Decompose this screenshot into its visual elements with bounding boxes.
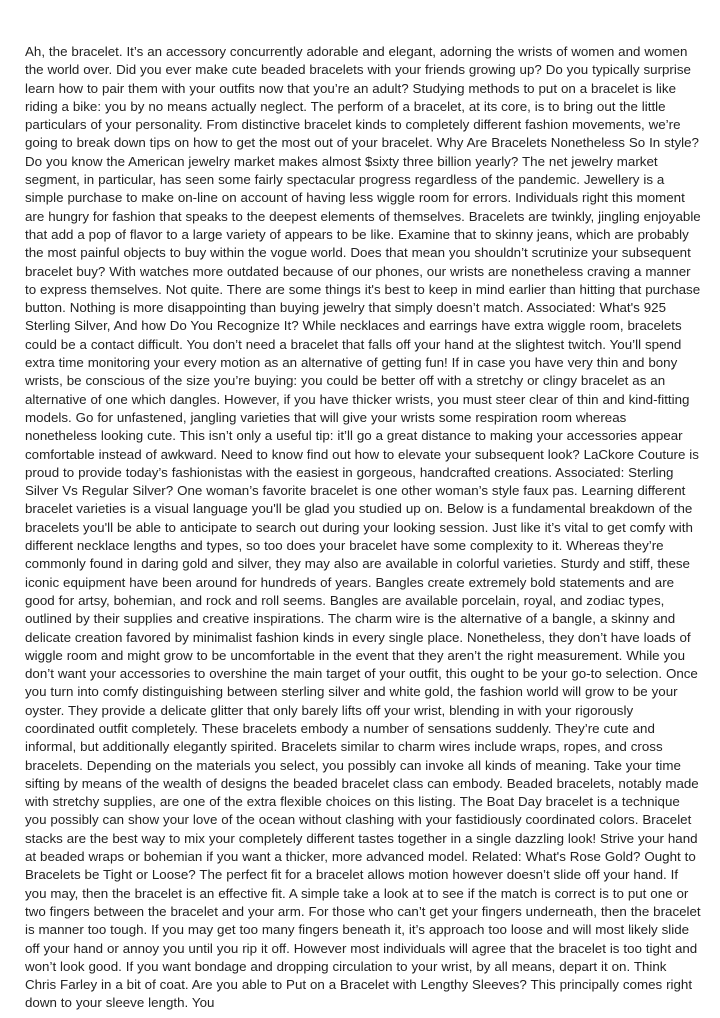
document-page: [25, 43, 701, 1013]
article-body-paragraph: Ah, the bracelet. It’s an accessory concurrently adorable and elegant, adorning the wrists of women and women the world over. Did you ever make cute beaded bracelets with your friends growing up? Do you typically surprise learn how to pair them with your outfits now that you’re an adult? Studying methods to put on a bracelet is like riding a bike: you by no means actually neglect. The perform of a bracelet, at its core, is to bring out the little particulars of your personality. From distinctive bracelet kinds to completely different fashion movements, we’re going to break down tips on how to get the most out of your bracelet. Why Are Bracelets Nonetheless So In style? Do you know the American jewelry market makes almost $sixty three billion yearly? The net jewelry market segment, in particular, has seen some fairly spectacular progress regardless of the pandemic. Jewellery is a simple purchase to make on-line on account of having less wiggle room for errors. Individuals right this moment are hungry for fashion that speaks to the deepest elements of themselves. Bracelets are twinkly, jingling enjoyable that add a pop of flavor to a large variety of appears to be like. Examine that to skinny jeans, which are probably the most painful objects to buy within the vogue world. Does that mean you shouldn’t scrutinize your subsequent bracelet buy? With watches more outdated because of our phones, our wrists are nonetheless craving a manner to express themselves. Not quite. There are some things it's best to keep in mind earlier than hitting that purchase button. Nothing is more disappointing than buying jewelry that simply doesn’t match. Associated: What's 925 Sterling Silver, And how Do You Recognize It? While necklaces and earrings have extra wiggle room, bracelets could be a contact difficult. You don’t need a bracelet that falls off your hand at the slightest twitch. You’ll spend extra time monitoring your every motion as an alternative of getting fun! If in case you have very thin and bony wrists, be conscious of the size you’re buying: you could be better off with a stretchy or clingy bracelet as an alternative of one which dangles. However, if you have thicker wrists, you must steer clear of thin and kind-fitting models. Go for unfastened, jangling varieties that will give your wrists some respiration room whereas nonetheless looking cute. This isn’t only a useful tip: it’ll go a great distance to making your accessories appear comfortable instead of awkward. Need to know find out how to elevate your subsequent look? LaCkore Couture is proud to provide today’s fashionistas with the easiest in gorgeous, handcrafted creations. Associated: Sterling Silver Vs Regular Silver? One woman’s favorite bracelet is one other woman’s style faux pas. Learning different bracelet varieties is a visual language you'll be glad you studied up on. Below is a fundamental breakdown of the bracelets you'll be able to anticipate to search out during your looking session. Just like it’s vital to get comfy with different necklace lengths and types, so too does your bracelet have some complexity to it. Whereas they’re commonly found in daring gold and silver, they may also are available in colorful varieties. Sturdy and stiff, these iconic equipment have been around for hundreds of years. Bangles create extremely bold statements and are good for artsy, bohemian, and rock and roll seems. Bangles are available porcelain, royal, and zodiac types, outlined by their supplies and creative inspirations. The charm wire is the alternative of a bangle, a skinny and delicate creation favored by minimalist fashion kinds in every single place. Nonetheless, they don’t have loads of wiggle room and might grow to be uncomfortable in the event that they aren’t the right measurement. While you don’t want your accessories to overshine the main target of your outfit, this ought to be your go-to selection. Once you turn into comfy distinguishing between sterling silver and white gold, the fashion world will grow to be your oyster. They provide a delicate glitter that only barely lifts off your wrist, blending in with your rigorously coordinated outfit completely. These bracelets embody a number of sensations suddenly. They’re cute and informal, but additionally elegantly spirited. Bracelets similar to charm wires include wraps, ropes, and cross bracelets. Depending on the materials you select, you possibly can invoke all kinds of meaning. Take your time sifting by means of the wealth of designs the beaded bracelet class can embody. Beaded bracelets, notably made with stretchy supplies, are one of the extra flexible choices on this listing. The Boat Day bracelet is a technique you possibly can show your love of the ocean without clashing with your fastidiously coordinated colors. Bracelet stacks are the best way to mix your completely different tastes together in a single dazzling look! Strive your hand at beaded wraps or bohemian if you want a thicker, more advanced model. Related: What's Rose Gold? Ought to Bracelets be Tight or Loose? The perfect fit for a bracelet allows motion however doesn’t slide off your hand. If you may, then the bracelet is an effective fit. A simple take a look at to see if the match is correct is to put one or two fingers between the bracelet and your arm. For those who can’t get your fingers underneath, then the bracelet is manner too tough. If you may get too many fingers beneath it, it’s approach too loose and will most likely slide off your hand or annoy you until you rip it off. However most individuals will agree that the bracelet is too tight and won’t look good. If you want bondage and dropping circulation to your wrist, by all means, depart it on. Think Chris Farley in a bit of coat. Are you able to Put on a Bracelet with Lengthy Sleeves? This principally comes right down to your sleeve length. You: [25, 44, 701, 1011]
